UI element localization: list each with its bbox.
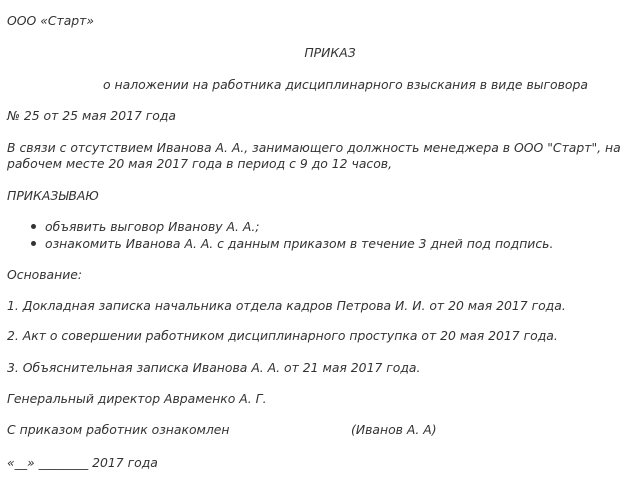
order-number-date: № 25 от 25 мая 2017 года xyxy=(7,108,177,123)
basis-item-2: 2. Акт о совершении работником дисциплинарного проступка от 20 мая 2017 года. xyxy=(7,328,558,343)
document-title: ПРИКАЗ xyxy=(304,45,356,60)
order-list-item xyxy=(31,236,553,252)
director-signature: Генеральный директор Авраменко А. Г. xyxy=(7,391,267,406)
date-blank: «__» ________ 2017 года xyxy=(7,455,158,470)
basis-item-1: 1. Докладная записка начальника отдела кадров Петрова И. И. от 20 мая 2017 года. xyxy=(7,298,566,313)
order-list-item xyxy=(31,219,259,235)
document-subtitle: о наложении на работника дисциплинарного взыскания в виде выговора xyxy=(103,77,588,92)
order-item-text: объявить выговор Иванову А. А.; xyxy=(45,219,260,234)
order-word: ПРИКАЗЫВАЮ xyxy=(7,188,99,203)
basis-item-3: 3. Объяснительная записка Иванова А. А. от 21 мая 2017 года. xyxy=(7,360,421,375)
organization-name: ООО «Старт» xyxy=(7,13,95,28)
acknowledgement-name: (Иванов А. А) xyxy=(351,422,437,437)
bullet-icon xyxy=(31,224,36,229)
preamble-line-1: В связи с отсутствием Иванова А. А., занимающего должность менеджера в ООО "Старт", на xyxy=(7,140,621,155)
bullet-icon xyxy=(31,241,36,246)
acknowledgement-label: С приказом работник ознакомлен xyxy=(7,422,230,437)
order-item-text: ознакомить Иванова А. А. с данным приказом в течение 3 дней под подпись. xyxy=(45,236,554,251)
basis-label: Основание: xyxy=(7,267,83,282)
preamble-line-2: рабочем месте 20 мая 2017 года в период с 9 до 12 часов, xyxy=(7,156,393,171)
